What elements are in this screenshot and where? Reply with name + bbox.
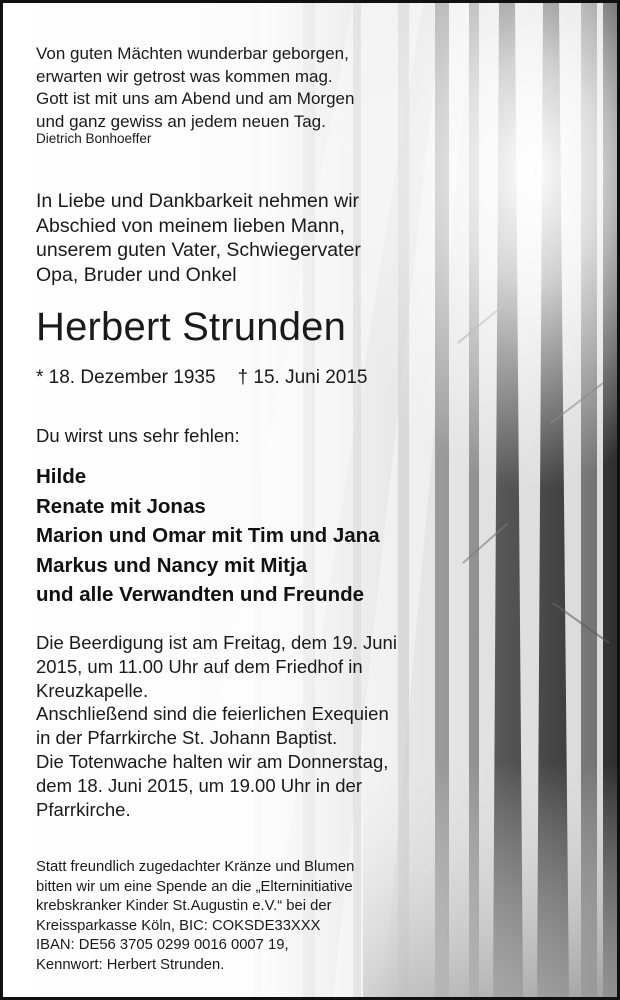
donation-line: krebskranker Kinder St.Augustin e.V.“ bei der <box>36 898 332 915</box>
donation-line: Statt freundlich zugedachter Kränze und Blumen <box>36 859 355 875</box>
verse-line: Gott ist mit uns am Abend und am Morgen <box>36 89 355 108</box>
birth-date: * 18. Dezember 1935 <box>36 367 216 388</box>
farewell-line: Du wirst uns sehr fehlen: <box>36 425 240 446</box>
intro-line: unserem guten Vater, Schwiegervater <box>36 239 361 261</box>
funeral-line: in der Pfarrkirche St. Johann Baptist. <box>36 727 338 749</box>
mourner-item: Marion und Omar mit Tim und Jana <box>36 524 380 548</box>
intro-line: Opa, Bruder und Onkel <box>36 263 237 286</box>
donation-line: IBAN: DE56 3705 0299 0016 0007 19, <box>36 937 289 954</box>
mourner-item: Renate mit Jonas <box>36 494 206 518</box>
life-dates <box>36 367 368 389</box>
funeral-line: Die Beerdigung ist am Freitag, dem 19. Juni <box>36 632 397 653</box>
verse-author: Dietrich Bonhoeffer <box>36 131 152 146</box>
mourner-item: Hilde <box>36 465 87 488</box>
verse-block <box>36 43 354 133</box>
funeral-line: Die Totenwache halten wir am Donnerstag, <box>36 750 389 772</box>
verse-line: erwarten wir getrost was kommen mag. <box>36 66 333 86</box>
death-date: † 15. Juni 2015 <box>237 367 368 388</box>
donation-line: Kreissparkasse Köln, BIC: COKSDE33XXX <box>36 917 321 934</box>
donation-line: bitten wir um eine Spende an die „Elterninitiative <box>36 878 353 895</box>
verse-line: Von guten Mächten wunderbar geborgen, <box>36 44 349 63</box>
mourner-item: Markus und Nancy mit Mitja <box>36 553 308 577</box>
funeral-line: Pfarrkirche. <box>36 798 131 820</box>
mourners-list <box>36 462 380 610</box>
verse-line: und ganz gewiss an jedem neuen Tag. <box>36 111 326 131</box>
intro-block <box>36 189 361 287</box>
funeral-line: Anschließend sind die feierlichen Exequien <box>36 703 389 725</box>
mourner-item: und alle Verwandten und Freunde <box>36 583 365 607</box>
donation-request <box>36 858 354 976</box>
intro-line: In Liebe und Dankbarkeit nehmen wir <box>36 190 360 212</box>
intro-line: Abschied von meinem lieben Mann, <box>36 214 345 237</box>
donation-line: Kennwort: Herbert Strunden. <box>36 956 225 973</box>
funeral-line: Kreuzkapelle. <box>36 679 149 701</box>
deceased-name: Herbert Strunden <box>36 305 347 349</box>
funeral-line: dem 18. Juni 2015, um 19.00 Uhr in der <box>36 774 362 796</box>
funeral-line: 2015, um 11.00 Uhr auf dem Friedhof in <box>36 655 363 677</box>
funeral-details <box>36 631 397 821</box>
